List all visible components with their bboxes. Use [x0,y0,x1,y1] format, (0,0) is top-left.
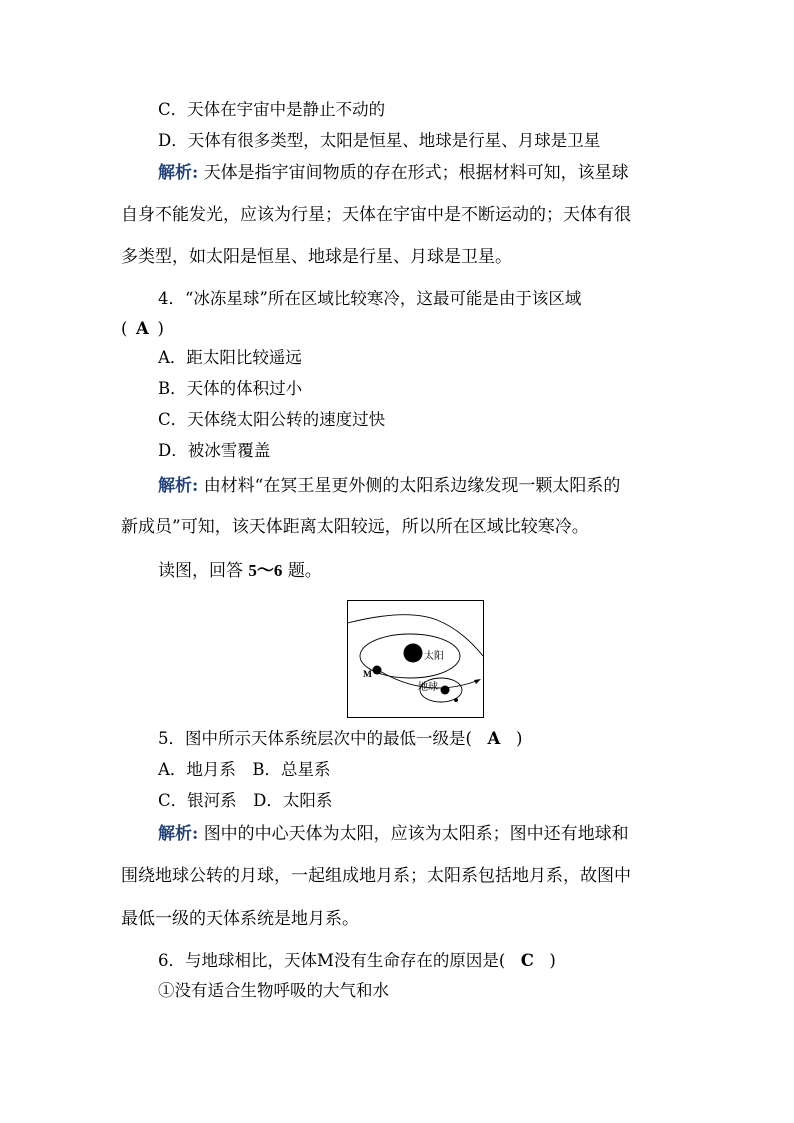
q6-item-1: ①没有适合生物呼吸的大气和水 [158,981,389,1000]
q3-analysis-text-2: 自身不能发光，应该为行星；天体在宇宙中是不断运动的；天体有很 [121,205,631,225]
q3-analysis-text-3: 多类型，如太阳是恒星、地球是行星、月球是卫星。 [121,247,512,267]
q5-analysis-text-2: 围绕地球公转的月球，一起组成地月系；太阳系包括地月系，故图中 [121,866,631,886]
q5-stem: 5．图中所示天体系统层次中的最低一级是( A ) [158,729,523,748]
q4-answer: A [136,319,149,338]
q5-answer: A [487,729,501,748]
question-range: 5～6 [248,561,283,580]
q5-options-cd: C．银河系 D．太阳系 [158,791,333,810]
q4-option-a: A．距太阳比较遥远 [158,348,302,367]
sun-body [404,644,423,663]
analysis-label: 解析 [158,476,192,496]
q6-answer: C [520,951,534,970]
q4-option-d: D．被冰雪覆盖 [158,441,271,460]
read-prompt: 读图，回答 5～6 题。 [158,561,322,581]
sun-label: 太阳 [424,651,444,662]
q4-analysis-first-line: 解析: 由材料“在冥王星更外侧的太阳系边缘发现一颗太阳系的 [158,476,621,496]
solar-system-diagram [347,600,484,718]
q3-analysis-first-line: 解析: 天体是指宇宙间物质的存在形式；根据材料可知，该星球 [158,163,629,183]
moon-body [454,698,458,702]
earth-body [441,686,450,695]
q4-answer-line: ( A ) [121,319,164,338]
m-label: M [363,670,372,680]
q5-options-ab: A．地月系 B．总星系 [158,760,331,779]
earth-label: 地球 [418,682,438,693]
q3-analysis-text-1: 天体是指宇宙间物质的存在形式；根据材料可知，该星球 [203,163,629,183]
q4-stem: 4．“冰冻星球”所在区域比较寒冷，这最可能是由于该区域 [158,289,582,308]
analysis-label: 解析 [158,163,192,183]
q4-option-b: B．天体的体积过小 [158,379,303,398]
q4-analysis-text-2: 新成员”可知，该天体距离太阳较远，所以所在区域比较寒冷。 [121,517,589,537]
q4-option-c: C．天体绕太阳公转的速度过快 [158,410,386,429]
q5-analysis-text-3: 最低一级的天体系统是地月系。 [121,909,359,929]
q6-stem: 6．与地球相比，天体M没有生命存在的原因是( C ) [158,951,556,970]
q5-analysis-first-line: 解析: 图中的中心天体为太阳，应该为太阳系；图中还有地球和 [158,824,629,844]
q3-option-d: D．天体有很多类型，太阳是恒星、地球是行星、月球是卫星 [158,131,601,150]
m-body [373,666,382,675]
q4-analysis-text-1: 由材料“在冥王星更外侧的太阳系边缘发现一颗太阳系的 [203,476,621,496]
q3-option-c: C．天体在宇宙中是静止不动的 [158,100,386,119]
q5-analysis-text-1: 图中的中心天体为太阳，应该为太阳系；图中还有地球和 [203,824,629,844]
analysis-label: 解析 [158,824,192,844]
